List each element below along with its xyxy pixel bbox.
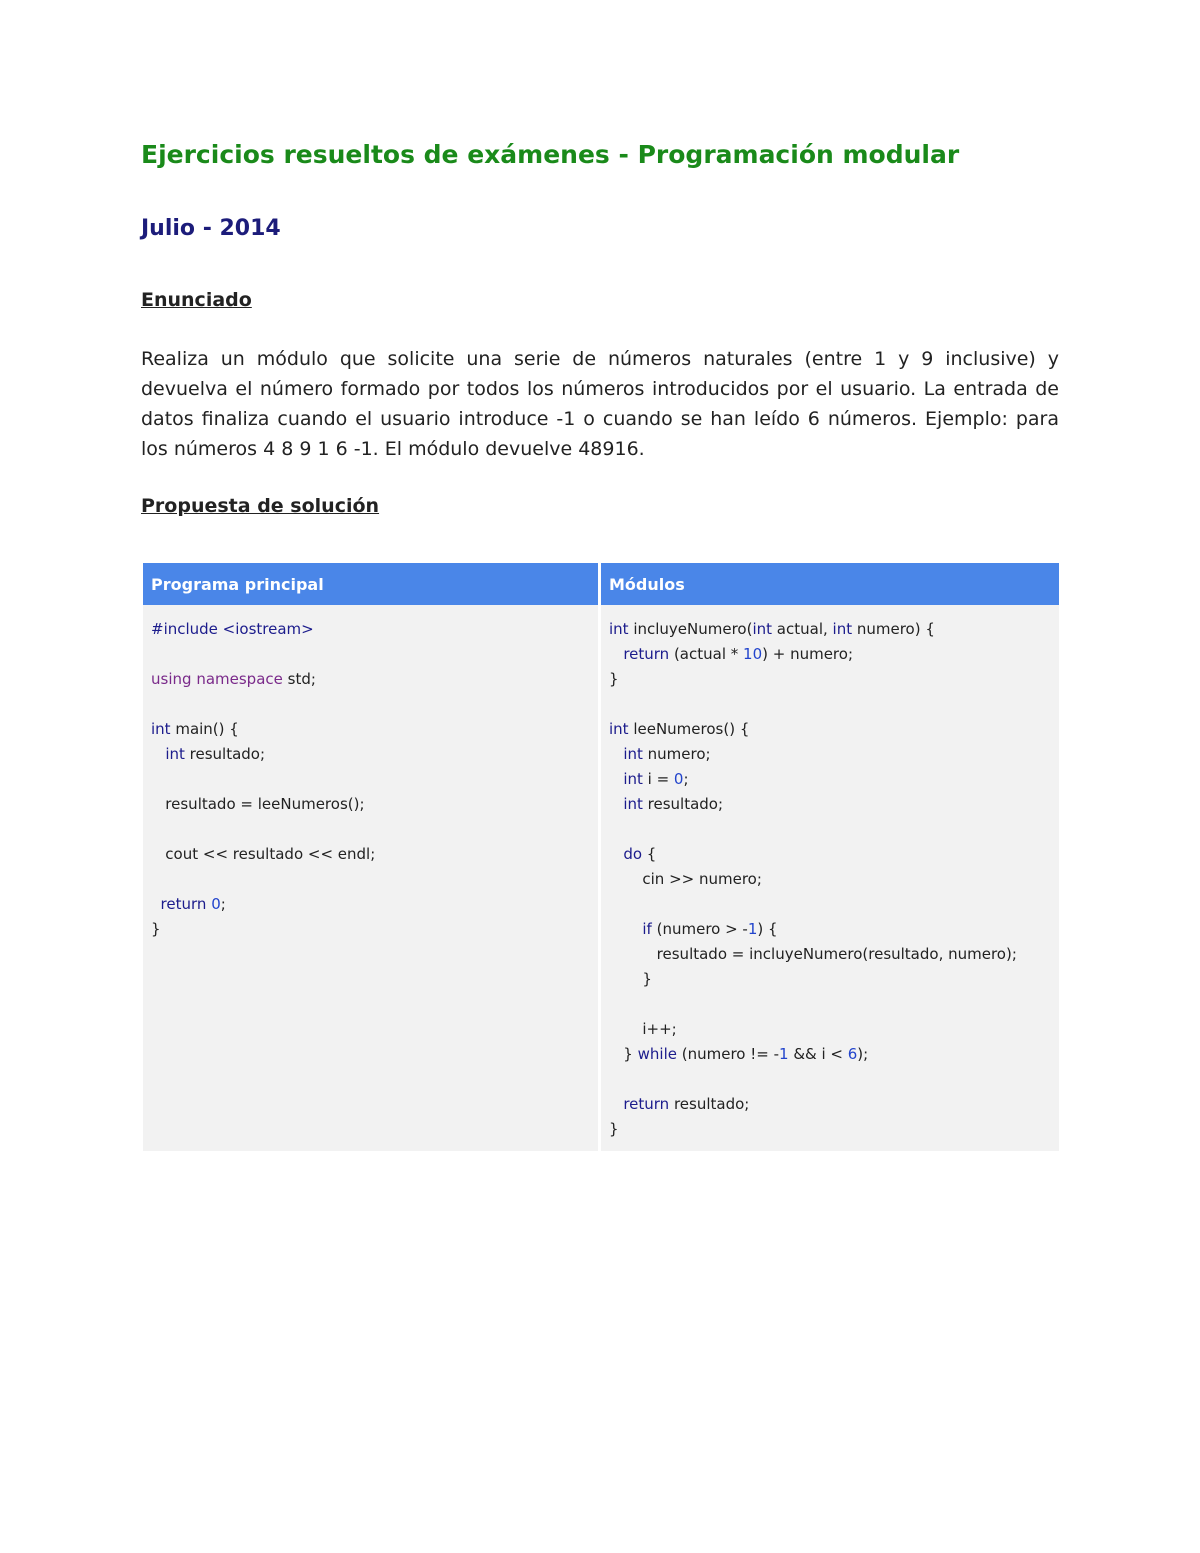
code-line (609, 1117, 1051, 1142)
code-line (151, 792, 590, 817)
code-token: i = (642, 770, 674, 788)
header-main-program: Programa principal (143, 563, 601, 605)
main-program-code (143, 605, 601, 1151)
code-token (609, 745, 623, 763)
code-line (151, 867, 590, 892)
code-token: i++; (609, 1020, 677, 1038)
code-token (609, 845, 623, 863)
code-token: } (609, 1045, 638, 1063)
code-token: using (151, 670, 192, 688)
code-token: ) + numero; (762, 645, 854, 663)
code-line (151, 642, 590, 667)
code-token: ; (220, 895, 226, 913)
code-line (609, 717, 1051, 742)
code-token: } (609, 970, 652, 988)
document-title: Ejercicios resueltos de exámenes - Programación modular (141, 140, 960, 169)
code-token: if (642, 920, 652, 938)
code-line (609, 617, 1051, 642)
code-token: resultado = leeNumeros(); (151, 795, 365, 813)
code-token: numero) { (852, 620, 935, 638)
code-token: while (637, 1045, 677, 1063)
solution-table (143, 563, 1059, 1151)
code-token: (actual * (669, 645, 744, 663)
code-line (609, 1017, 1051, 1042)
code-token: && i < (788, 1045, 848, 1063)
main-code-block (151, 617, 590, 942)
code-line (151, 742, 590, 767)
code-token: resultado = incluyeNumero(resultado, numero); (609, 945, 1017, 963)
code-token: int (623, 795, 643, 813)
code-token: 10 (743, 645, 763, 663)
code-token (151, 745, 165, 763)
code-token (609, 1095, 623, 1113)
code-token: leeNumeros() { (628, 720, 750, 738)
code-token: resultado; (184, 745, 266, 763)
code-token: } (151, 920, 161, 938)
code-line (609, 642, 1051, 667)
code-token: cout << resultado << endl; (151, 845, 376, 863)
table-code-row (143, 605, 1059, 1151)
header-modules: Módulos (601, 563, 1059, 605)
code-token: ) { (757, 920, 778, 938)
code-token: numero; (642, 745, 711, 763)
code-line (609, 667, 1051, 692)
code-line (151, 817, 590, 842)
code-line (609, 692, 1051, 717)
code-line (151, 717, 590, 742)
modules-code (601, 605, 1059, 1151)
statement-heading: Enunciado (141, 289, 252, 311)
code-line (151, 892, 590, 917)
code-token: return (623, 645, 670, 663)
code-token: int (623, 770, 643, 788)
code-token: incluyeNumero( (628, 620, 753, 638)
code-line (609, 967, 1051, 992)
code-line (609, 792, 1051, 817)
code-line (609, 867, 1051, 892)
code-token: #include <iostream> (151, 620, 314, 638)
code-token (609, 645, 623, 663)
code-line (609, 1092, 1051, 1117)
code-token: int (832, 620, 853, 638)
code-line (609, 917, 1051, 942)
code-token: resultado; (669, 1095, 750, 1113)
code-token: } (609, 1120, 619, 1138)
code-token: int (151, 720, 171, 738)
code-token: int (165, 745, 185, 763)
code-token: int (623, 745, 643, 763)
table-header-row (143, 563, 1059, 605)
modules-code-block (609, 617, 1051, 1142)
code-line (151, 692, 590, 717)
code-line (151, 917, 590, 942)
code-line (609, 817, 1051, 842)
code-line (151, 617, 590, 642)
code-line (609, 992, 1051, 1017)
code-token: std; (282, 670, 316, 688)
code-token (151, 895, 161, 913)
code-token: int (609, 720, 629, 738)
code-line (151, 842, 590, 867)
exam-date-heading: Julio - 2014 (141, 216, 281, 241)
code-token: (numero > - (651, 920, 748, 938)
code-line (609, 1042, 1051, 1067)
code-token (609, 795, 623, 813)
code-token (609, 770, 623, 788)
code-token: ); (857, 1045, 869, 1063)
code-line (609, 1067, 1051, 1092)
code-token: resultado; (642, 795, 724, 813)
code-line (609, 767, 1051, 792)
code-token: (numero != - (676, 1045, 779, 1063)
code-line (609, 942, 1051, 967)
code-token: do (623, 845, 643, 863)
code-line (609, 892, 1051, 917)
code-token: actual, (772, 620, 833, 638)
solution-heading: Propuesta de solución (141, 495, 380, 517)
code-line (609, 742, 1051, 767)
code-token: 1 (747, 920, 758, 938)
code-line (151, 767, 590, 792)
code-token: return (160, 895, 207, 913)
code-token: 6 (847, 1045, 858, 1063)
code-token: ; (683, 770, 689, 788)
code-token: 0 (211, 895, 221, 913)
code-line (609, 842, 1051, 867)
code-token (609, 920, 642, 938)
code-token: main() { (170, 720, 239, 738)
code-line (151, 667, 590, 692)
code-token: int (752, 620, 773, 638)
code-token: } (609, 670, 619, 688)
statement-paragraph: Realiza un módulo que solicite una serie de números naturales (entre 1 y 9 inclusive) y devuelva el número formado por todos los números introducidos por el usuario. La entrada de datos finaliza cuando el usuario introduce -1 o cuando se han leído 6 números. Ejemplo: para los números 4 8 9 1 6 -1. El módulo devuelve 48916. (141, 348, 1059, 460)
code-token: { (642, 845, 657, 863)
code-token: 0 (673, 770, 684, 788)
code-token: 1 (779, 1045, 789, 1063)
code-token: int (609, 620, 629, 638)
code-token: namespace (196, 670, 283, 688)
code-token: cin >> numero; (609, 870, 762, 888)
code-token: return (623, 1095, 670, 1113)
